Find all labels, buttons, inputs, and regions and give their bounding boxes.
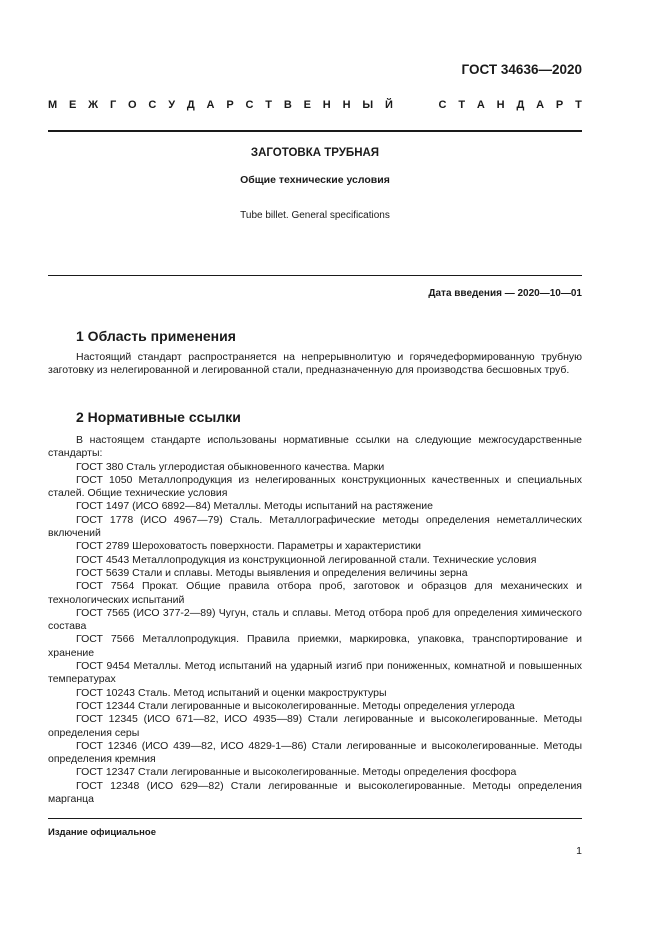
header-divider [48, 130, 582, 132]
heading-letter: А [476, 99, 485, 111]
introduction-date: Дата введения — 2020—10—01 [428, 288, 582, 299]
heading-letter: О [128, 99, 137, 111]
publication-note: Издание официальное [48, 827, 156, 838]
heading-letter: Д [186, 99, 195, 111]
section-1-heading: 1 Область применения [76, 328, 236, 344]
reference-item: ГОСТ 12346 (ИСО 439—82, ИСО 4829-1—86) Стали легированные и высоколегированные. Методы определения кремния [48, 739, 582, 766]
reference-item: ГОСТ 7566 Металлопродукция. Правила приемки, маркировка, упаковка, транспортирование и хранение [48, 633, 582, 659]
heading-letter: Н [342, 99, 351, 111]
page-number: 1 [576, 845, 582, 857]
heading-letter: Р [555, 99, 564, 111]
reference-item: ГОСТ 12344 Стали легированные и высоколегированные. Методы определения углерода [76, 699, 515, 712]
heading-letter: Й [384, 99, 393, 111]
english-title: Tube billet. General specifications [240, 210, 390, 221]
heading-letter: М [48, 99, 58, 111]
reference-item: ГОСТ 7564 Прокат. Общие правила отбора проб, заготовок и образцов для механических и технологических испытаний [48, 580, 582, 606]
footer-divider [48, 818, 582, 819]
heading-letter: В [283, 99, 292, 111]
section-2-heading: 2 Нормативные ссылки [76, 409, 241, 425]
reference-item: ГОСТ 7565 (ИСО 377-2—89) Чугун, сталь и сплавы. Метод отбора проб для определения химического состава [48, 606, 582, 633]
section-2-body [48, 434, 582, 806]
heading-letter: Н [496, 99, 505, 111]
reference-item: ГОСТ 380 Сталь углеродистая обыкновенного качества. Марки [76, 460, 385, 473]
heading-letter: Р [226, 99, 234, 111]
reference-item: ГОСТ 1050 Металлопродукция из нелегированных конструкционных качественных и специальных сталей. Общие технические условия [48, 473, 582, 500]
heading-letter: Т [458, 99, 466, 111]
heading-letter: Ы [362, 99, 374, 111]
reference-item: ГОСТ 4543 Металлопродукция из конструкционной легированной стали. Технические условия [76, 553, 537, 566]
heading-letter: Е [69, 99, 77, 111]
document-subtitle: Общие технические условия [240, 174, 390, 186]
heading-letter: А [536, 99, 545, 111]
heading-letter: С [148, 99, 157, 111]
heading-letter: А [206, 99, 215, 111]
heading-letter: Т [265, 99, 273, 111]
reference-item: ГОСТ 1497 (ИСО 6892—84) Металлы. Методы испытаний на растяжение [76, 500, 433, 513]
paragraph: В настоящем стандарте использованы нормативные ссылки на следующие межгосударственные стандарты: [48, 434, 582, 460]
reference-item: ГОСТ 2789 Шероховатость поверхности. Параметры и характеристики [76, 540, 421, 553]
heading-word-gap [405, 99, 427, 111]
reference-item: ГОСТ 12347 Стали легированные и высоколегированные. Методы определения фосфора [76, 766, 517, 779]
reference-item: ГОСТ 12345 (ИСО 671—82, ИСО 4935—89) Стали легированные и высоколегированные. Методы определения серы [48, 713, 582, 739]
heading-letter: Ж [88, 99, 99, 111]
heading-letter: С [438, 99, 447, 111]
standard-type-heading [48, 99, 582, 111]
heading-letter: Т [575, 99, 582, 111]
heading-letter: Е [303, 99, 311, 111]
standard-number: ГОСТ 34636—2020 [461, 62, 582, 77]
reference-item: ГОСТ 1778 (ИСО 4967—79) Сталь. Металлографические методы определения неметаллических включений [48, 513, 582, 540]
reference-item: ГОСТ 5639 Стали и сплавы. Методы выявления и определения величины зерна [76, 566, 468, 579]
heading-letter: Г [109, 99, 117, 111]
reference-item: ГОСТ 12348 (ИСО 629—82) Стали легированные и высоколегированные. Методы определения марганца [48, 779, 582, 806]
heading-letter: С [245, 99, 254, 111]
document-title: ЗАГОТОВКА ТРУБНАЯ [250, 147, 380, 159]
heading-letter: Д [516, 99, 525, 111]
heading-letter: Н [322, 99, 331, 111]
section-1-body [48, 351, 582, 378]
heading-letter: У [168, 99, 176, 111]
reference-item: ГОСТ 10243 Сталь. Метод испытаний и оценки макроструктуры [76, 686, 387, 699]
title-divider [48, 275, 582, 276]
reference-item: ГОСТ 9454 Металлы. Метод испытаний на ударный изгиб при пониженных, комнатной и повышенных температурах [48, 660, 582, 686]
paragraph: Настоящий стандарт распространяется на непрерывнолитую и горячедеформированную трубную заготовку из нелегированной и легированной стали, предназначенную для производства бесшовных труб. [48, 351, 582, 377]
